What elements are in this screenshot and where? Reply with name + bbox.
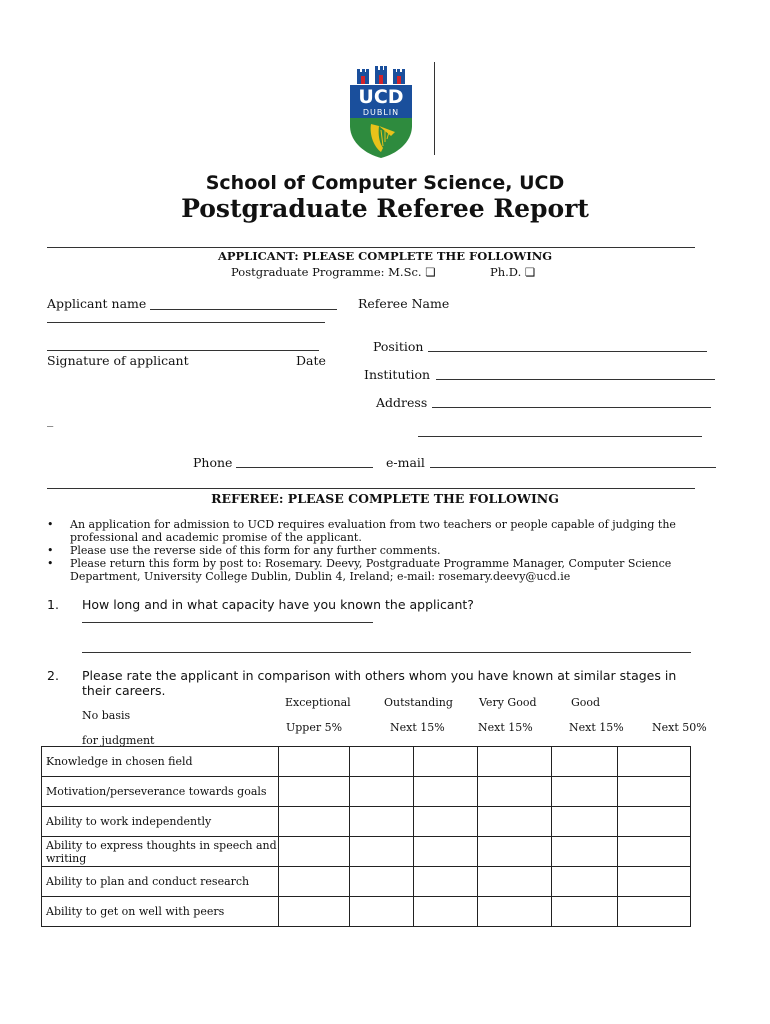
programme-phd-checkbox[interactable]: Ph.D. ❏ [490,265,536,279]
institution-field[interactable] [436,379,715,380]
signature-label: Signature of applicant [47,353,189,368]
address-label: Address [376,395,428,410]
table-row [42,777,691,807]
ratings-table [41,746,691,927]
rating-cell[interactable] [350,897,414,927]
table-row [42,897,691,927]
bullet-icon: • [47,518,54,531]
col-sub-next15-b: Next 15% [478,721,533,734]
table-row [42,867,691,897]
question-2-text-line2: their careers. [82,683,166,698]
row-label: Ability to work independently [42,807,279,837]
rating-cell[interactable] [552,747,618,777]
rating-cell[interactable] [552,837,618,867]
rating-cell[interactable] [414,897,478,927]
bullet-text-3b: Department, University College Dublin, Dublin 4, Ireland; e-mail: rosemary.deevy@ucd.ie [70,570,571,583]
rating-cell[interactable] [414,837,478,867]
question-1-number: 1. [47,597,59,612]
rating-cell[interactable] [414,807,478,837]
rating-cell[interactable] [478,897,552,927]
email-field[interactable] [430,467,716,468]
bullet-text-1: An application for admission to UCD requires evaluation from two teachers or people capable of judging the [70,518,676,531]
col-header-outstanding: Outstanding [384,696,453,709]
rating-cell[interactable] [552,807,618,837]
rating-cell[interactable] [552,867,618,897]
position-field[interactable] [428,351,707,352]
signature-field[interactable] [47,350,319,351]
divider-line [47,247,695,248]
applicant-name-field-continued[interactable] [47,322,325,323]
rating-cell[interactable] [478,807,552,837]
col-sub-next15-c: Next 15% [569,721,624,734]
rating-cell[interactable] [618,777,691,807]
email-label: e-mail [386,455,425,470]
col-sub-upper5: Upper 5% [286,721,343,734]
rating-cell[interactable] [279,867,350,897]
rating-cell[interactable] [618,747,691,777]
rating-cell[interactable] [279,807,350,837]
no-basis-label-2: for judgment [82,734,155,747]
logo-dublin-text: DUBLIN [362,108,400,117]
page-title: Postgraduate Referee Report [181,194,589,223]
applicant-heading: APPLICANT: PLEASE COMPLETE THE FOLLOWING [217,249,553,263]
bullet-icon: • [47,557,54,570]
logo-ucd-text: UCD [358,86,404,108]
stray-dash: _ [47,412,54,427]
applicant-name-field[interactable] [150,309,337,310]
address-field-line2[interactable] [418,436,702,437]
rating-cell[interactable] [279,747,350,777]
rating-cell[interactable] [478,747,552,777]
rating-cell[interactable] [478,867,552,897]
referee-heading: REFEREE: PLEASE COMPLETE THE FOLLOWING [211,491,559,506]
row-label: Motivation/perseverance towards goals [42,777,279,807]
question-1-text: How long and in what capacity have you known the applicant? [82,597,474,612]
rating-cell[interactable] [414,867,478,897]
bullet-text-1b: professional and academic promise of the applicant. [70,531,362,544]
date-label: Date [296,353,326,368]
phone-label: Phone [193,455,233,470]
programme-msc-checkbox[interactable]: Postgraduate Programme: M.Sc. ❏ [231,265,436,279]
col-sub-next15-a: Next 15% [390,721,445,734]
rating-cell[interactable] [350,747,414,777]
rating-cell[interactable] [618,807,691,837]
phone-field[interactable] [236,467,373,468]
rating-cell[interactable] [618,837,691,867]
applicant-name-label: Applicant name [47,296,147,311]
rating-cell[interactable] [350,837,414,867]
rating-cell[interactable] [618,867,691,897]
table-row [42,837,691,867]
question-2-text: Please rate the applicant in comparison with others whom you have known at similar stages in [82,668,677,683]
rating-cell[interactable] [478,837,552,867]
table-row [42,747,691,777]
row-label: Ability to get on well with peers [42,897,279,927]
col-header-good: Good [571,696,601,709]
question-1-answer-line-2[interactable] [82,652,691,653]
col-header-exceptional: Exceptional [285,696,351,709]
logo-divider [434,62,435,155]
referee-name-label: Referee Name [358,296,450,311]
rating-cell[interactable] [478,777,552,807]
rating-cell[interactable] [350,777,414,807]
rating-cell[interactable] [279,837,350,867]
col-sub-next50: Next 50% [652,721,707,734]
table-row [42,807,691,837]
question-1-answer-line[interactable] [82,622,373,623]
bullet-text-2: Please use the reverse side of this form for any further comments. [70,544,441,557]
rating-cell[interactable] [350,807,414,837]
rating-cell[interactable] [350,867,414,897]
divider-line-2 [47,488,695,489]
question-2-number: 2. [47,668,59,683]
institution-label: Institution [364,367,431,382]
col-header-very-good: Very Good [479,696,537,709]
ucd-logo [345,60,417,160]
rating-cell[interactable] [552,777,618,807]
rating-cell[interactable] [618,897,691,927]
address-field[interactable] [432,407,711,408]
rating-cell[interactable] [414,777,478,807]
rating-cell[interactable] [279,777,350,807]
school-name: School of Computer Science, UCD [205,172,565,194]
rating-cell[interactable] [279,897,350,927]
row-label: Ability to express thoughts in speech and writing [42,837,279,867]
rating-cell[interactable] [414,747,478,777]
row-label: Knowledge in chosen field [42,747,279,777]
row-label: Ability to plan and conduct research [42,867,279,897]
no-basis-label: No basis [82,709,131,722]
rating-cell[interactable] [552,897,618,927]
bullet-icon: • [47,544,54,557]
bullet-text-3: Please return this form by post to: Rosemary. Deevy, Postgraduate Programme Manager, Computer Science [70,557,672,570]
position-label: Position [373,339,424,354]
